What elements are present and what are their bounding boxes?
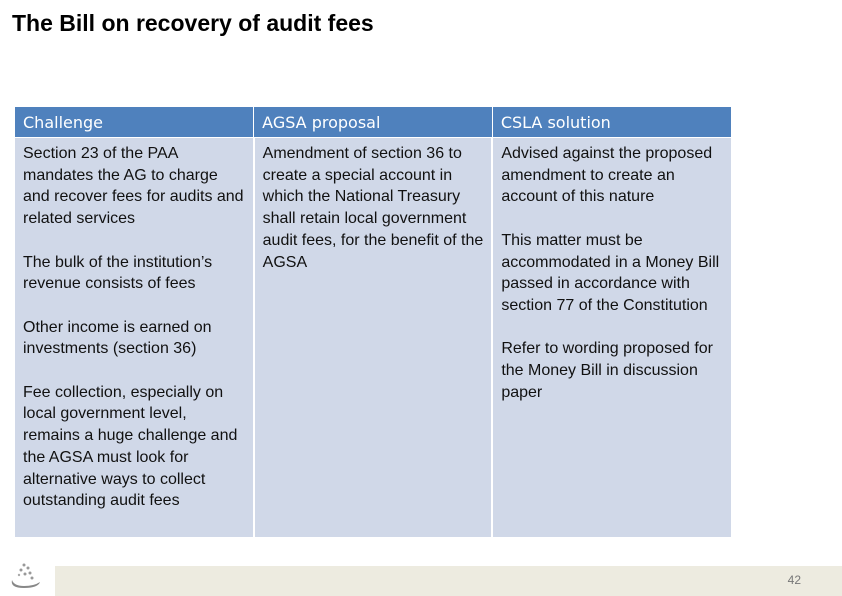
bill-table <box>15 107 731 537</box>
footer-bar <box>55 566 842 596</box>
paragraph: Advised against the proposed amendment to create an account of this nature <box>501 145 713 206</box>
paragraph: Section 23 of the PAA mandates the AG to charge and recover fees for audits and related services <box>23 145 244 228</box>
paragraph: Amendment of section 36 to create a special account in which the National Treasury shall retain local government audit fees, for the benefit of the AGSA <box>262 145 484 271</box>
paragraph: Refer to wording proposed for the Money Bill in discussion paper <box>501 340 713 401</box>
page-title: The Bill on recovery of audit fees <box>12 10 374 36</box>
paragraph: Fee collection, especially on local government level, remains a huge challenge and the AGSA must look for alternative ways to collect outstanding audit fees <box>23 383 238 510</box>
cell-challenge <box>15 138 254 538</box>
page-number: 42 <box>787 573 801 587</box>
paragraph: This matter must be accommodated in a Money Bill passed in accordance with section 77 of the Constitution <box>501 231 720 314</box>
header-challenge: Challenge <box>15 107 254 138</box>
cell-agsa-proposal <box>254 138 493 538</box>
paragraph: Other income is earned on investments (section 36) <box>23 318 212 358</box>
header-csla-solution: CSLA solution <box>492 107 731 138</box>
agsa-logo-icon <box>8 560 44 590</box>
cell-csla-solution <box>492 138 731 538</box>
header-agsa-proposal: AGSA proposal <box>254 107 493 138</box>
paragraph: The bulk of the institution’s revenue consists of fees <box>23 253 213 293</box>
